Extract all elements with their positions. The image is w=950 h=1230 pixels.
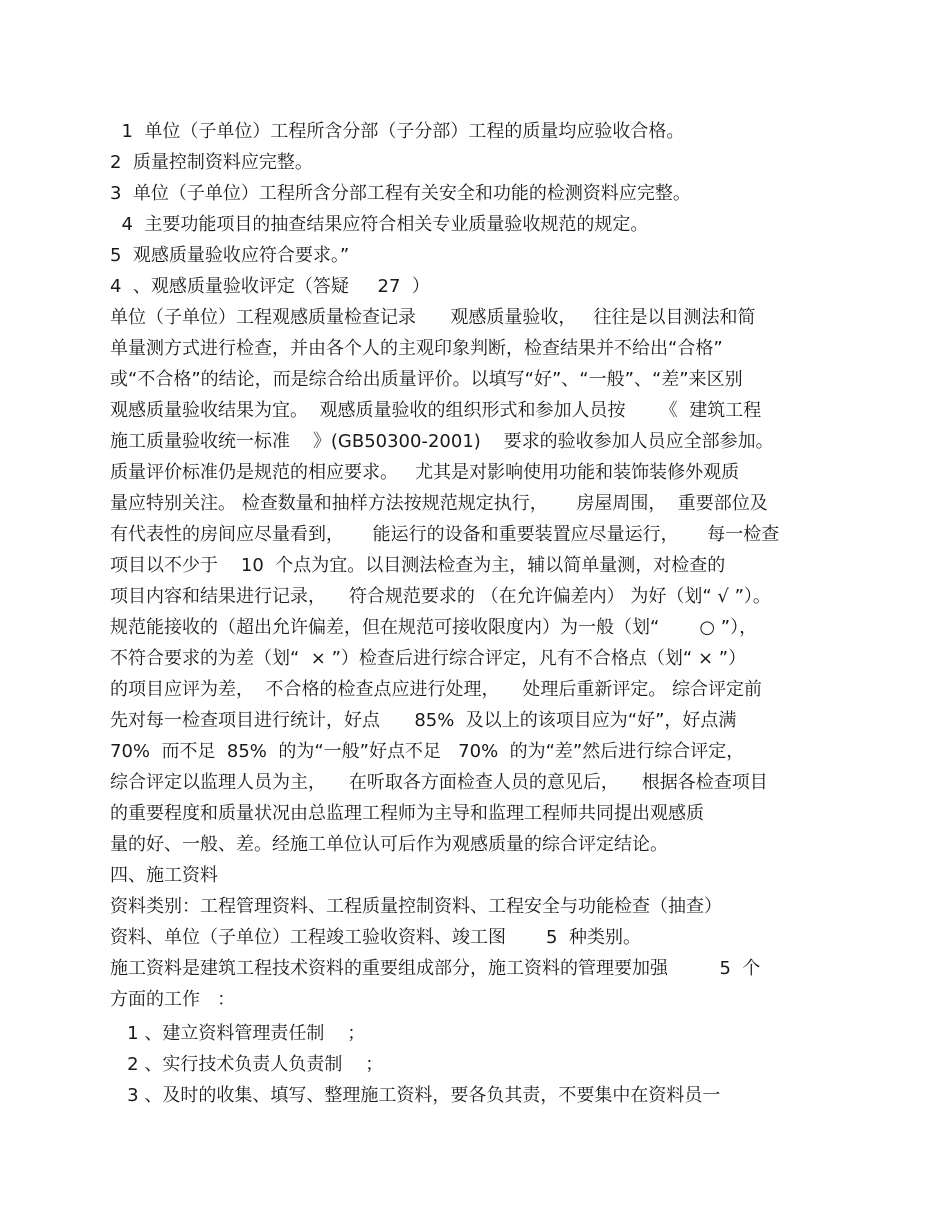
- text-line: 质量评价标准仍是规范的相应要求。 尤其是对影响使用功能和装饰装修外观质: [110, 462, 740, 483]
- text-line: 方面的工作 ：: [110, 989, 236, 1010]
- list-item: 1 、建立资料管理责任制 ；: [110, 1023, 366, 1044]
- text-line: 或“不合格”的结论，而是综合给出质量评价。以填写“好”、“一般”、“差”来区别: [110, 369, 743, 390]
- text-line: 量的好、一般、差。经施工单位认可后作为观感质量的综合评定结论。: [110, 834, 668, 855]
- list-item: 2 、实行技术负责人负责制 ；: [110, 1054, 384, 1075]
- text-line: 的重要程度和质量状况由总监理工程师为主导和监理工程师共同提出观感质: [110, 803, 704, 824]
- text-line: 单量测方式进行检查，并由各个人的主观印象判断，检查结果并不给出“合格”: [110, 338, 723, 359]
- text-line: 单位（子单位）工程观感质量检查记录 观感质量验收， 往往是以目测法和简: [110, 307, 756, 328]
- text-line: 1 单位（子单位）工程所含分部（子分部）工程的质量均应验收合格。: [110, 121, 685, 142]
- text-line: 有代表性的房间应尽量看到， 能运行的设备和重要装置应尽量运行， 每一检查: [110, 524, 780, 545]
- text-line: 先对每一检查项目进行统计，好点 85% 及以上的该项目应为“好”，好点满: [110, 710, 737, 731]
- text-line: 量应特别关注。 检查数量和抽样方法按规范规定执行， 房屋周围， 重要部位及: [110, 493, 768, 514]
- list-item: 3 、及时的收集、填写、整理施工资料，要各负其责，不要集中在资料员一: [110, 1085, 721, 1106]
- text-line: 4 主要功能项目的抽查结果应符合相关专业质量验收规范的规定。: [110, 214, 649, 235]
- text-line: 资料类别：工程管理资料、工程质量控制资料、工程安全与功能检查（抽查）: [110, 896, 722, 917]
- text-line: 5 观感质量验收应符合要求。”: [110, 245, 350, 266]
- text-line: 不符合要求的为差（划“ × ”）检查后进行综合评定，凡有不合格点（划“ × ”）: [110, 648, 747, 669]
- text-line: 项目内容和结果进行记录， 符合规范要求的 （在允许偏差内） 为好（划“ √ ”）。: [110, 586, 771, 607]
- text-line: 项目以不少于 10 个点为宜。以目测法检查为主，辅以简单量测，对检查的: [110, 555, 726, 576]
- text-line: 70% 而不足 85% 的为“一般”好点不足 70% 的为“差”然后进行综合评定，: [110, 741, 745, 762]
- section-heading: 四、施工资料: [110, 865, 218, 886]
- text-line: 观感质量验收结果为宜。 观感质量验收的组织形式和参加人员按 《 建筑工程: [110, 400, 762, 421]
- section-heading: 4 、观感质量验收评定（答疑 27 ）: [110, 276, 430, 297]
- text-line: 施工质量验收统一标准 》(GB50300-2001) 要求的验收参加人员应全部参加。: [110, 431, 774, 452]
- text-line: 资料、单位（子单位）工程竣工验收资料、竣工图 5 种类别。: [110, 927, 641, 948]
- text-line: 3 单位（子单位）工程所含分部工程有关安全和功能的检测资料应完整。: [110, 183, 691, 204]
- text-line: 的项目应评为差， 不合格的检查点应进行处理， 处理后重新评定。 综合评定前: [110, 679, 763, 700]
- text-line: 2 质量控制资料应完整。: [110, 152, 313, 173]
- text-line: 施工资料是建筑工程技术资料的重要组成部分，施工资料的管理要加强 5 个: [110, 958, 761, 979]
- text-line: 规范能接收的（超出允许偏差，但在规范可接收限度内）为一般（划“ ○ ”），: [110, 617, 758, 638]
- text-line: 综合评定以监理人员为主， 在听取各方面检查人员的意见后， 根据各检查项目: [110, 772, 768, 793]
